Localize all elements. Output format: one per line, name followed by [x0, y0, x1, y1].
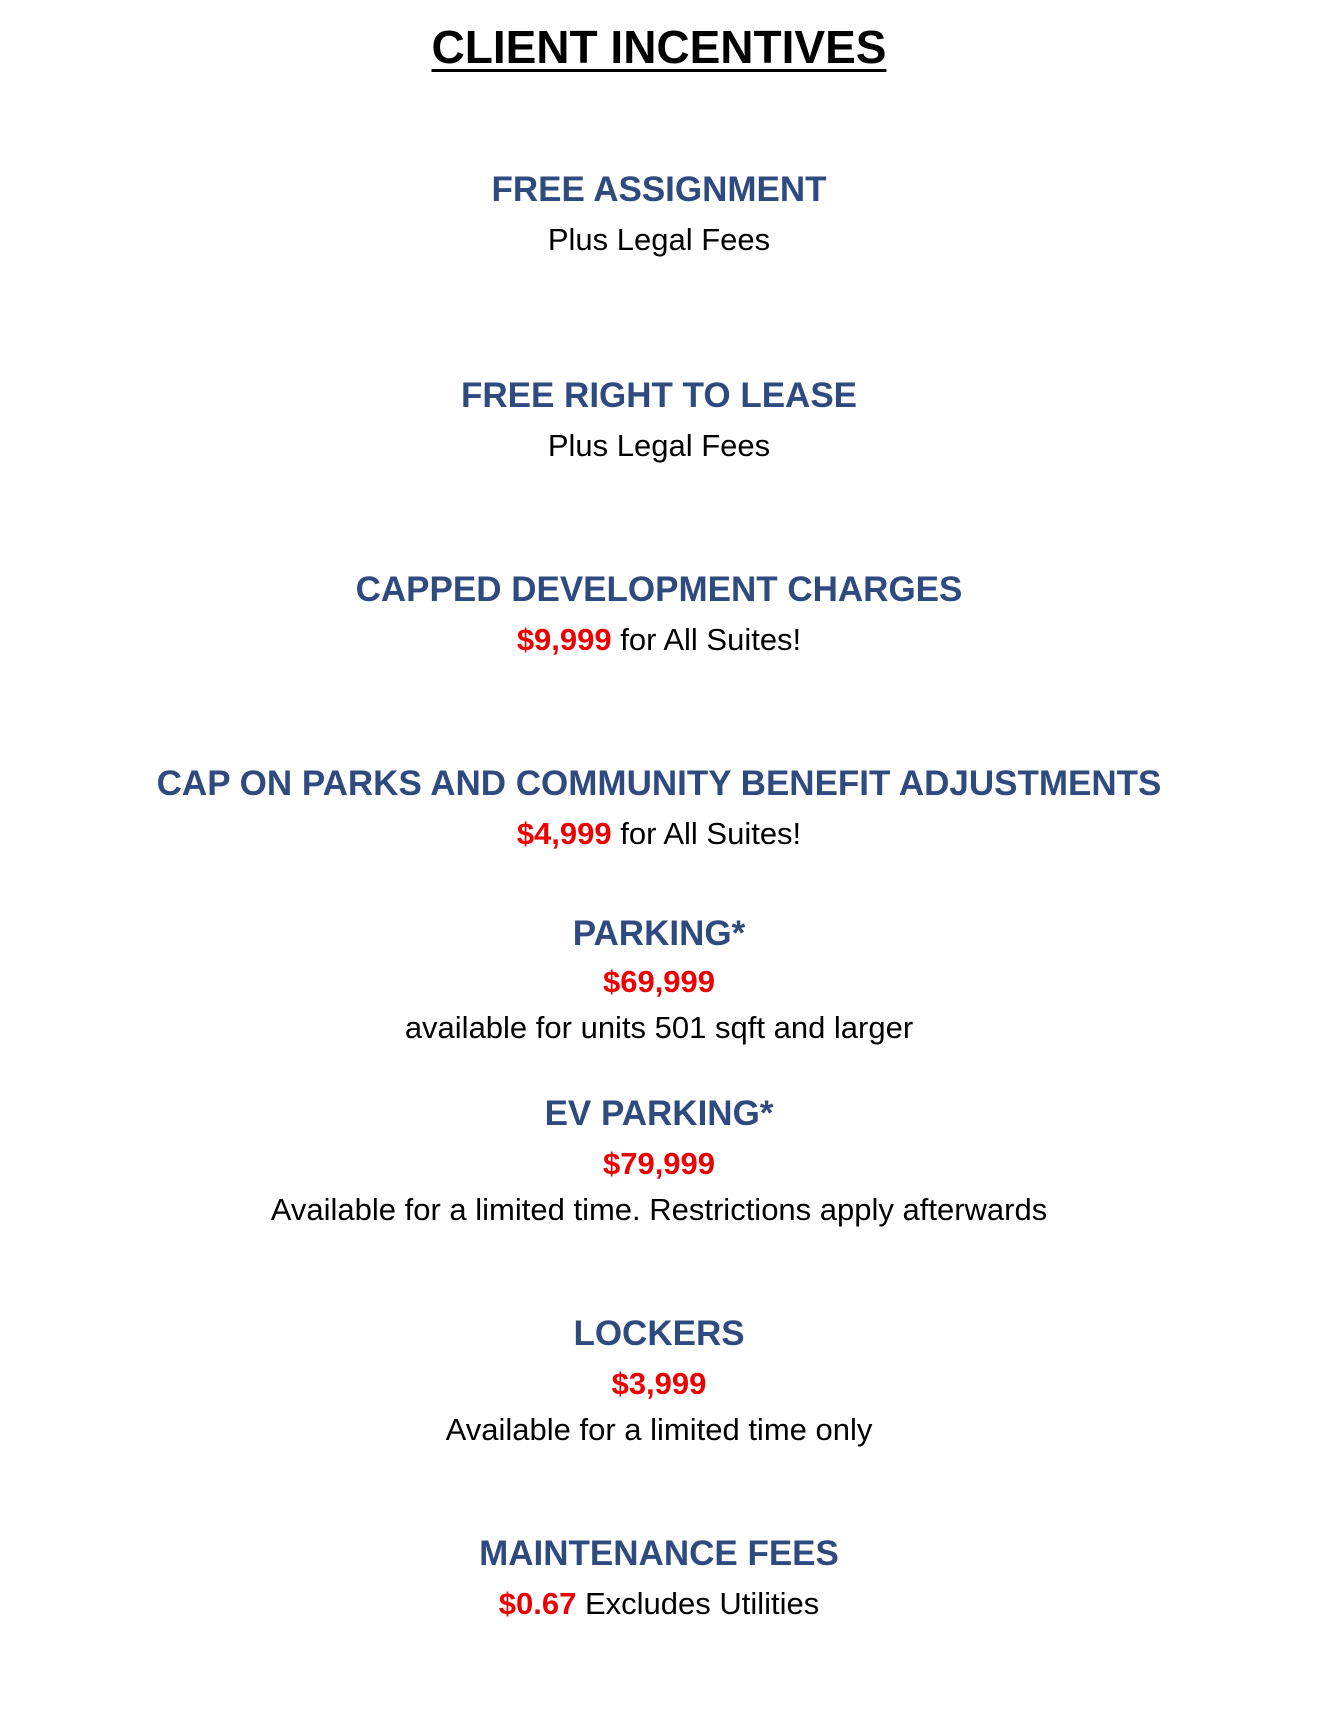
price-value: $4,999: [516, 816, 612, 851]
price-suffix: Excludes Utilities: [576, 1586, 820, 1621]
section-heading: CAPPED DEVELOPMENT CHARGES: [355, 570, 963, 609]
section-heading: LOCKERS: [573, 1314, 745, 1353]
price-value: $79,999: [602, 1146, 716, 1181]
section-price-line: [0, 816, 1318, 852]
section-detail: available for units 501 sqft and larger: [404, 1010, 914, 1045]
section-detail: Available for a limited time. Restrictions apply afterwards: [270, 1192, 1048, 1227]
price-suffix: for All Suites!: [611, 816, 802, 851]
section-detail: Available for a limited time only: [445, 1412, 873, 1447]
section-price-line: [0, 622, 1318, 658]
section-detail: Plus Legal Fees: [547, 428, 771, 463]
section-heading: FREE ASSIGNMENT: [491, 170, 827, 209]
price-value: $0.67: [498, 1586, 577, 1621]
price-value: $9,999: [516, 622, 612, 657]
section-heading: PARKING*: [572, 914, 746, 953]
price-suffix: for All Suites!: [611, 622, 802, 657]
section-heading: EV PARKING*: [544, 1094, 774, 1133]
section-price-line: [0, 1586, 1318, 1622]
page-title: CLIENT INCENTIVES: [431, 21, 887, 73]
price-value: $3,999: [611, 1366, 707, 1401]
price-value: $69,999: [602, 964, 716, 999]
section-heading: FREE RIGHT TO LEASE: [460, 376, 858, 415]
section-heading: CAP ON PARKS AND COMMUNITY BENEFIT ADJUSTMENTS: [156, 764, 1162, 803]
section-detail: Plus Legal Fees: [547, 222, 771, 257]
section-heading: MAINTENANCE FEES: [479, 1534, 839, 1573]
